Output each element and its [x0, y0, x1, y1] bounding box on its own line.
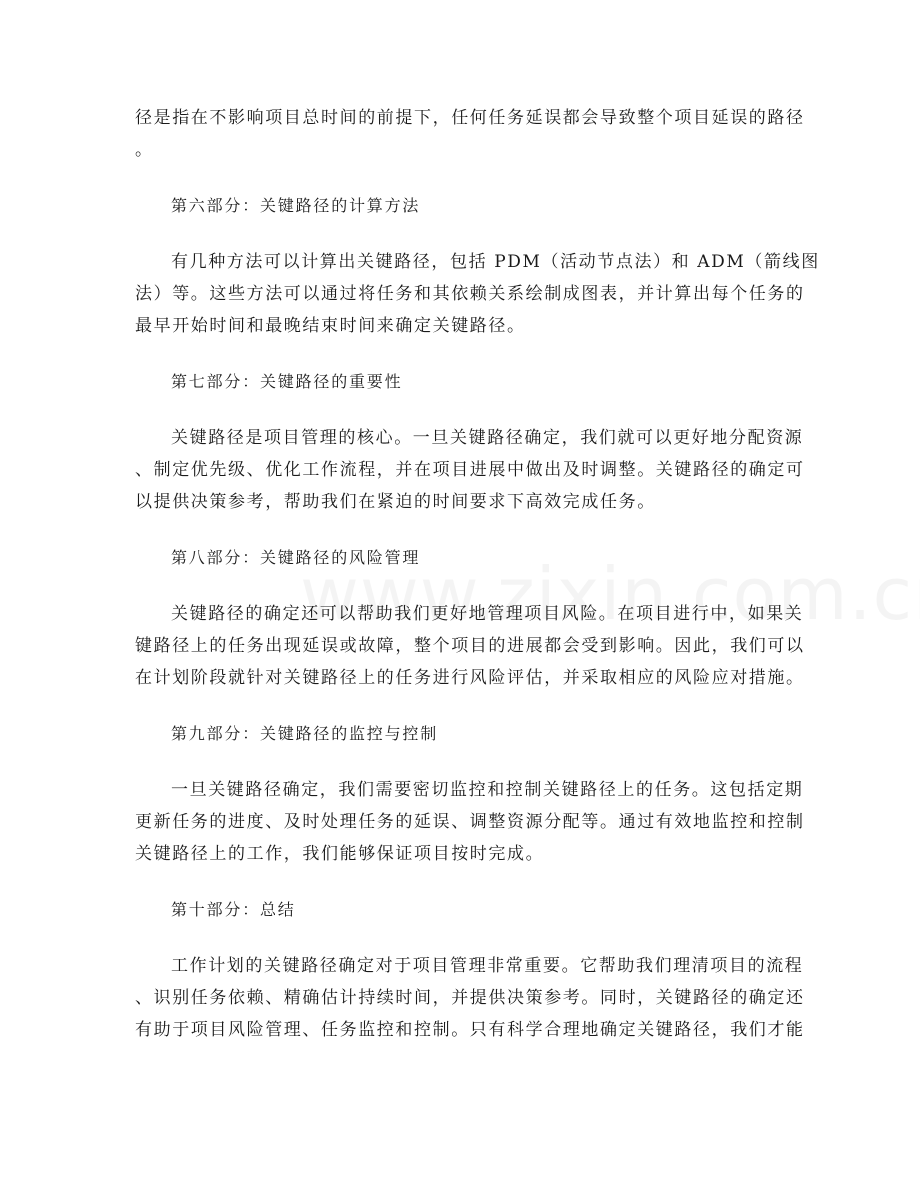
paragraph-line: 、识别任务依赖、精确估计持续时间，并提供决策参考。同时，关键路径的确定还	[135, 988, 805, 1008]
paragraph-line: 更新任务的进度、及时处理任务的延误、调整资源分配等。通过有效地监控和控制	[135, 812, 805, 832]
section-paragraph	[135, 598, 805, 694]
paragraph-line: 、制定优先级、优化工作流程，并在项目进展中做出及时调整。关键路径的确定可	[135, 460, 805, 480]
section-paragraph	[135, 422, 805, 518]
paragraph-line: 法）等。这些方法可以通过将任务和其依赖关系绘制成图表，并计算出每个任务的	[135, 284, 805, 304]
paragraph-line: 有助于项目风险管理、任务监控和控制。只有科学合理地确定关键路径，我们才能	[135, 1020, 805, 1040]
paragraph-line: 工作计划的关键路径确定对于项目管理非常重要。它帮助我们理清项目的流程	[171, 956, 804, 976]
section-heading: 第八部分：关键路径的风险管理	[171, 548, 421, 567]
section-paragraph	[135, 246, 820, 342]
paragraph-line: 关键路径上的工作，我们能够保证项目按时完成。	[135, 844, 545, 864]
section-heading: 第七部分：关键路径的重要性	[171, 372, 403, 391]
paragraph-line: 在计划阶段就针对关键路径上的任务进行风险评估，并采取相应的风险应对措施。	[135, 668, 805, 688]
paragraph-line: 以提供决策参考，帮助我们在紧迫的时间要求下高效完成任务。	[135, 492, 656, 512]
paragraph-line: 径是指在不影响项目总时间的前提下，任何任务延误都会导致整个项目延误的路径	[135, 108, 805, 128]
section-paragraph	[135, 774, 805, 870]
section-paragraph	[135, 950, 805, 1046]
section-heading: 第六部分：关键路径的计算方法	[171, 196, 421, 215]
section-heading: 第九部分：关键路径的监控与控制	[171, 724, 439, 743]
paragraph-line: 一旦关键路径确定，我们需要密切监控和控制关键路径上的任务。这包括定期	[171, 780, 804, 800]
paragraph-line: 关键路径的确定还可以帮助我们更好地管理项目风险。在项目进行中，如果关	[171, 604, 804, 624]
paragraph-line: 键路径上的任务出现延误或故障，整个项目的进展都会受到影响。因此，我们可以	[135, 636, 805, 656]
paragraph-line: 。	[135, 140, 154, 160]
paragraph-line: 有几种方法可以计算出关键路径，包括 PDM（活动节点法）和 ADM（箭线图	[171, 252, 820, 272]
paragraph-line: 关键路径是项目管理的核心。一旦关键路径确定，我们就可以更好地分配资源	[171, 428, 804, 448]
intro-paragraph	[135, 102, 805, 166]
document-body	[135, 102, 820, 1046]
paragraph-line: 最早开始时间和最晚结束时间来确定关键路径。	[135, 316, 526, 336]
section-heading: 第十部分：总结	[171, 900, 296, 919]
